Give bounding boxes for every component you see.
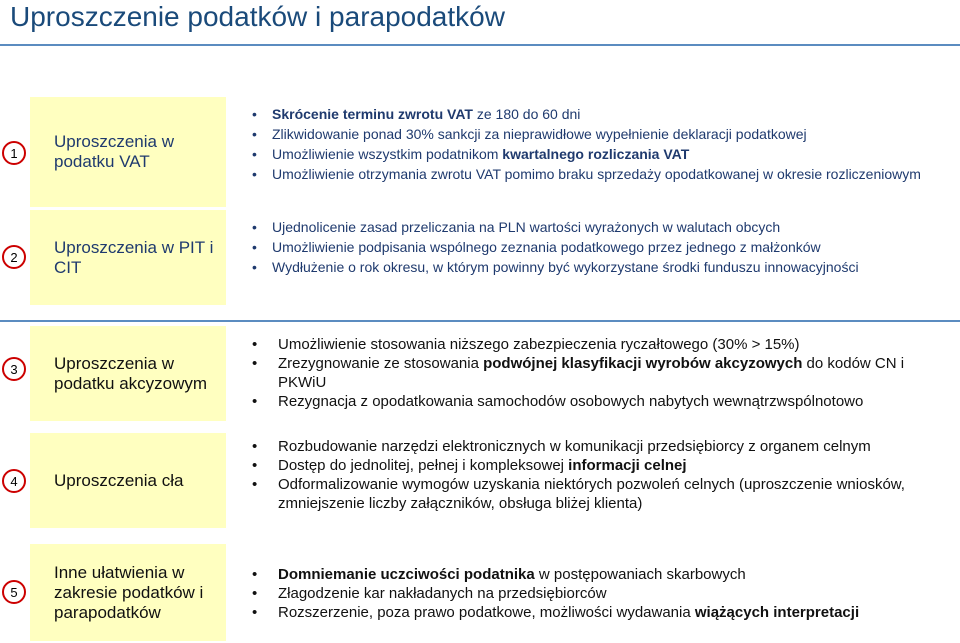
section-label (30, 97, 226, 207)
bullet-item (250, 584, 950, 603)
bullet-item (250, 144, 950, 164)
bullet-text: w postępowaniach skarbowych (534, 566, 746, 583)
page-title: Uproszczenie podatków i parapodatków (10, 1, 505, 32)
bullet-text: Wydłużenie o rok okresu, w którym powinny być wykorzystane środki funduszu innowacyjności (272, 259, 859, 275)
section-bullet-list (250, 335, 950, 411)
bullet-text-bold: kwartalnego rozliczania VAT (502, 146, 690, 162)
section-bullet-list (250, 104, 950, 184)
bullet-text: Umożliwienie stosowania niższego zabezpieczenia ryczałtowego (30% > 15%) (278, 336, 800, 353)
section-number-badge: 3 (2, 357, 26, 381)
bullet-item (250, 237, 950, 257)
section-number-badge: 2 (2, 245, 26, 269)
bullet-item (250, 565, 950, 584)
section-label-text: Uproszczenia w PIT i CIT (54, 237, 214, 277)
bullet-item (250, 475, 950, 513)
section-number-badge: 1 (2, 141, 26, 165)
section-label (30, 210, 226, 305)
bullet-item (250, 392, 950, 411)
section-label-text: Uproszczenia w podatku akcyzowym (54, 353, 208, 393)
bullet-text: Rozszerzenie, poza prawo podatkowe, możliwości wydawania (278, 604, 695, 621)
bullet-text-bold: informacji celnej (568, 457, 687, 474)
bullet-text: Umożliwienie podpisania wspólnego zeznania podatkowego przez jednego z małżonków (272, 239, 821, 255)
bullet-text: Złagodzenie kar nakładanych na przedsiębiorców (278, 585, 607, 602)
bullet-text: Rezygnacja z opodatkowania samochodów osobowych nabytych wewnątrzwspólnotowo (278, 393, 864, 410)
bullet-item (250, 456, 950, 475)
bullet-text: Umożliwienie otrzymania zwrotu VAT pomimo braku sprzedaży opodatkowanej w okresie rozliczeniowym (272, 166, 921, 182)
bullet-text-bold: Skrócenie terminu zwrotu VAT (272, 106, 473, 122)
section-bullet-list (250, 437, 950, 513)
bullet-text: Rozbudowanie narzędzi elektronicznych w komunikacji przedsiębiorcy z organem celnym (278, 438, 871, 455)
bullet-item (250, 217, 950, 237)
section-separator (0, 320, 960, 322)
bullet-text: Dostęp do jednolitej, pełnej i kompleksowej (278, 457, 569, 474)
bullet-item (250, 437, 950, 456)
bullet-item (250, 335, 950, 354)
bullet-item (250, 603, 950, 622)
bullet-text: do kodów CN i PKWiU (278, 355, 905, 391)
section-bullet-list (250, 565, 950, 622)
section-bullet-list (250, 217, 950, 277)
section-label (30, 433, 226, 528)
bullet-text-bold: Domniemanie uczciwości podatnika (278, 566, 535, 583)
section-label-text: Inne ułatwienia w zakresie podatków i parapodatków (54, 562, 204, 622)
bullet-text-bold: wiążących interpretacji (694, 604, 860, 621)
section-label (30, 544, 226, 641)
section-label-text: Uproszczenia cła (54, 470, 184, 490)
bullet-item (250, 124, 950, 144)
bullet-text-bold: podwójnej klasyfikacji wyrobów akcyzowych (483, 355, 803, 372)
bullet-text: Zrezygnowanie ze stosowania (278, 355, 484, 372)
bullet-text: Umożliwienie wszystkim podatnikom (272, 146, 503, 162)
bullet-item (250, 164, 950, 184)
bullet-text: Odformalizowanie wymogów uzyskania niektórych pozwoleń celnych (uproszczenie wniosków, zmniejszenie liczby załączników, obsługa bliżej klienta) (278, 476, 905, 512)
title-rule (0, 44, 960, 46)
bullet-text: ze 180 do 60 dni (472, 106, 581, 122)
bullet-text: Ujednolicenie zasad przeliczania na PLN wartości wyrażonych w walutach obcych (272, 219, 781, 235)
section-label-text: Uproszczenia w podatku VAT (54, 132, 174, 171)
bullet-item (250, 257, 950, 277)
bullet-item (250, 354, 950, 392)
section-label (30, 326, 226, 421)
section-number-badge: 5 (2, 580, 26, 604)
section-number-badge: 4 (2, 469, 26, 493)
bullet-text: Zlikwidowanie ponad 30% sankcji za nieprawidłowe wypełnienie deklaracji podatkowej (272, 126, 807, 142)
bullet-item (250, 104, 950, 124)
